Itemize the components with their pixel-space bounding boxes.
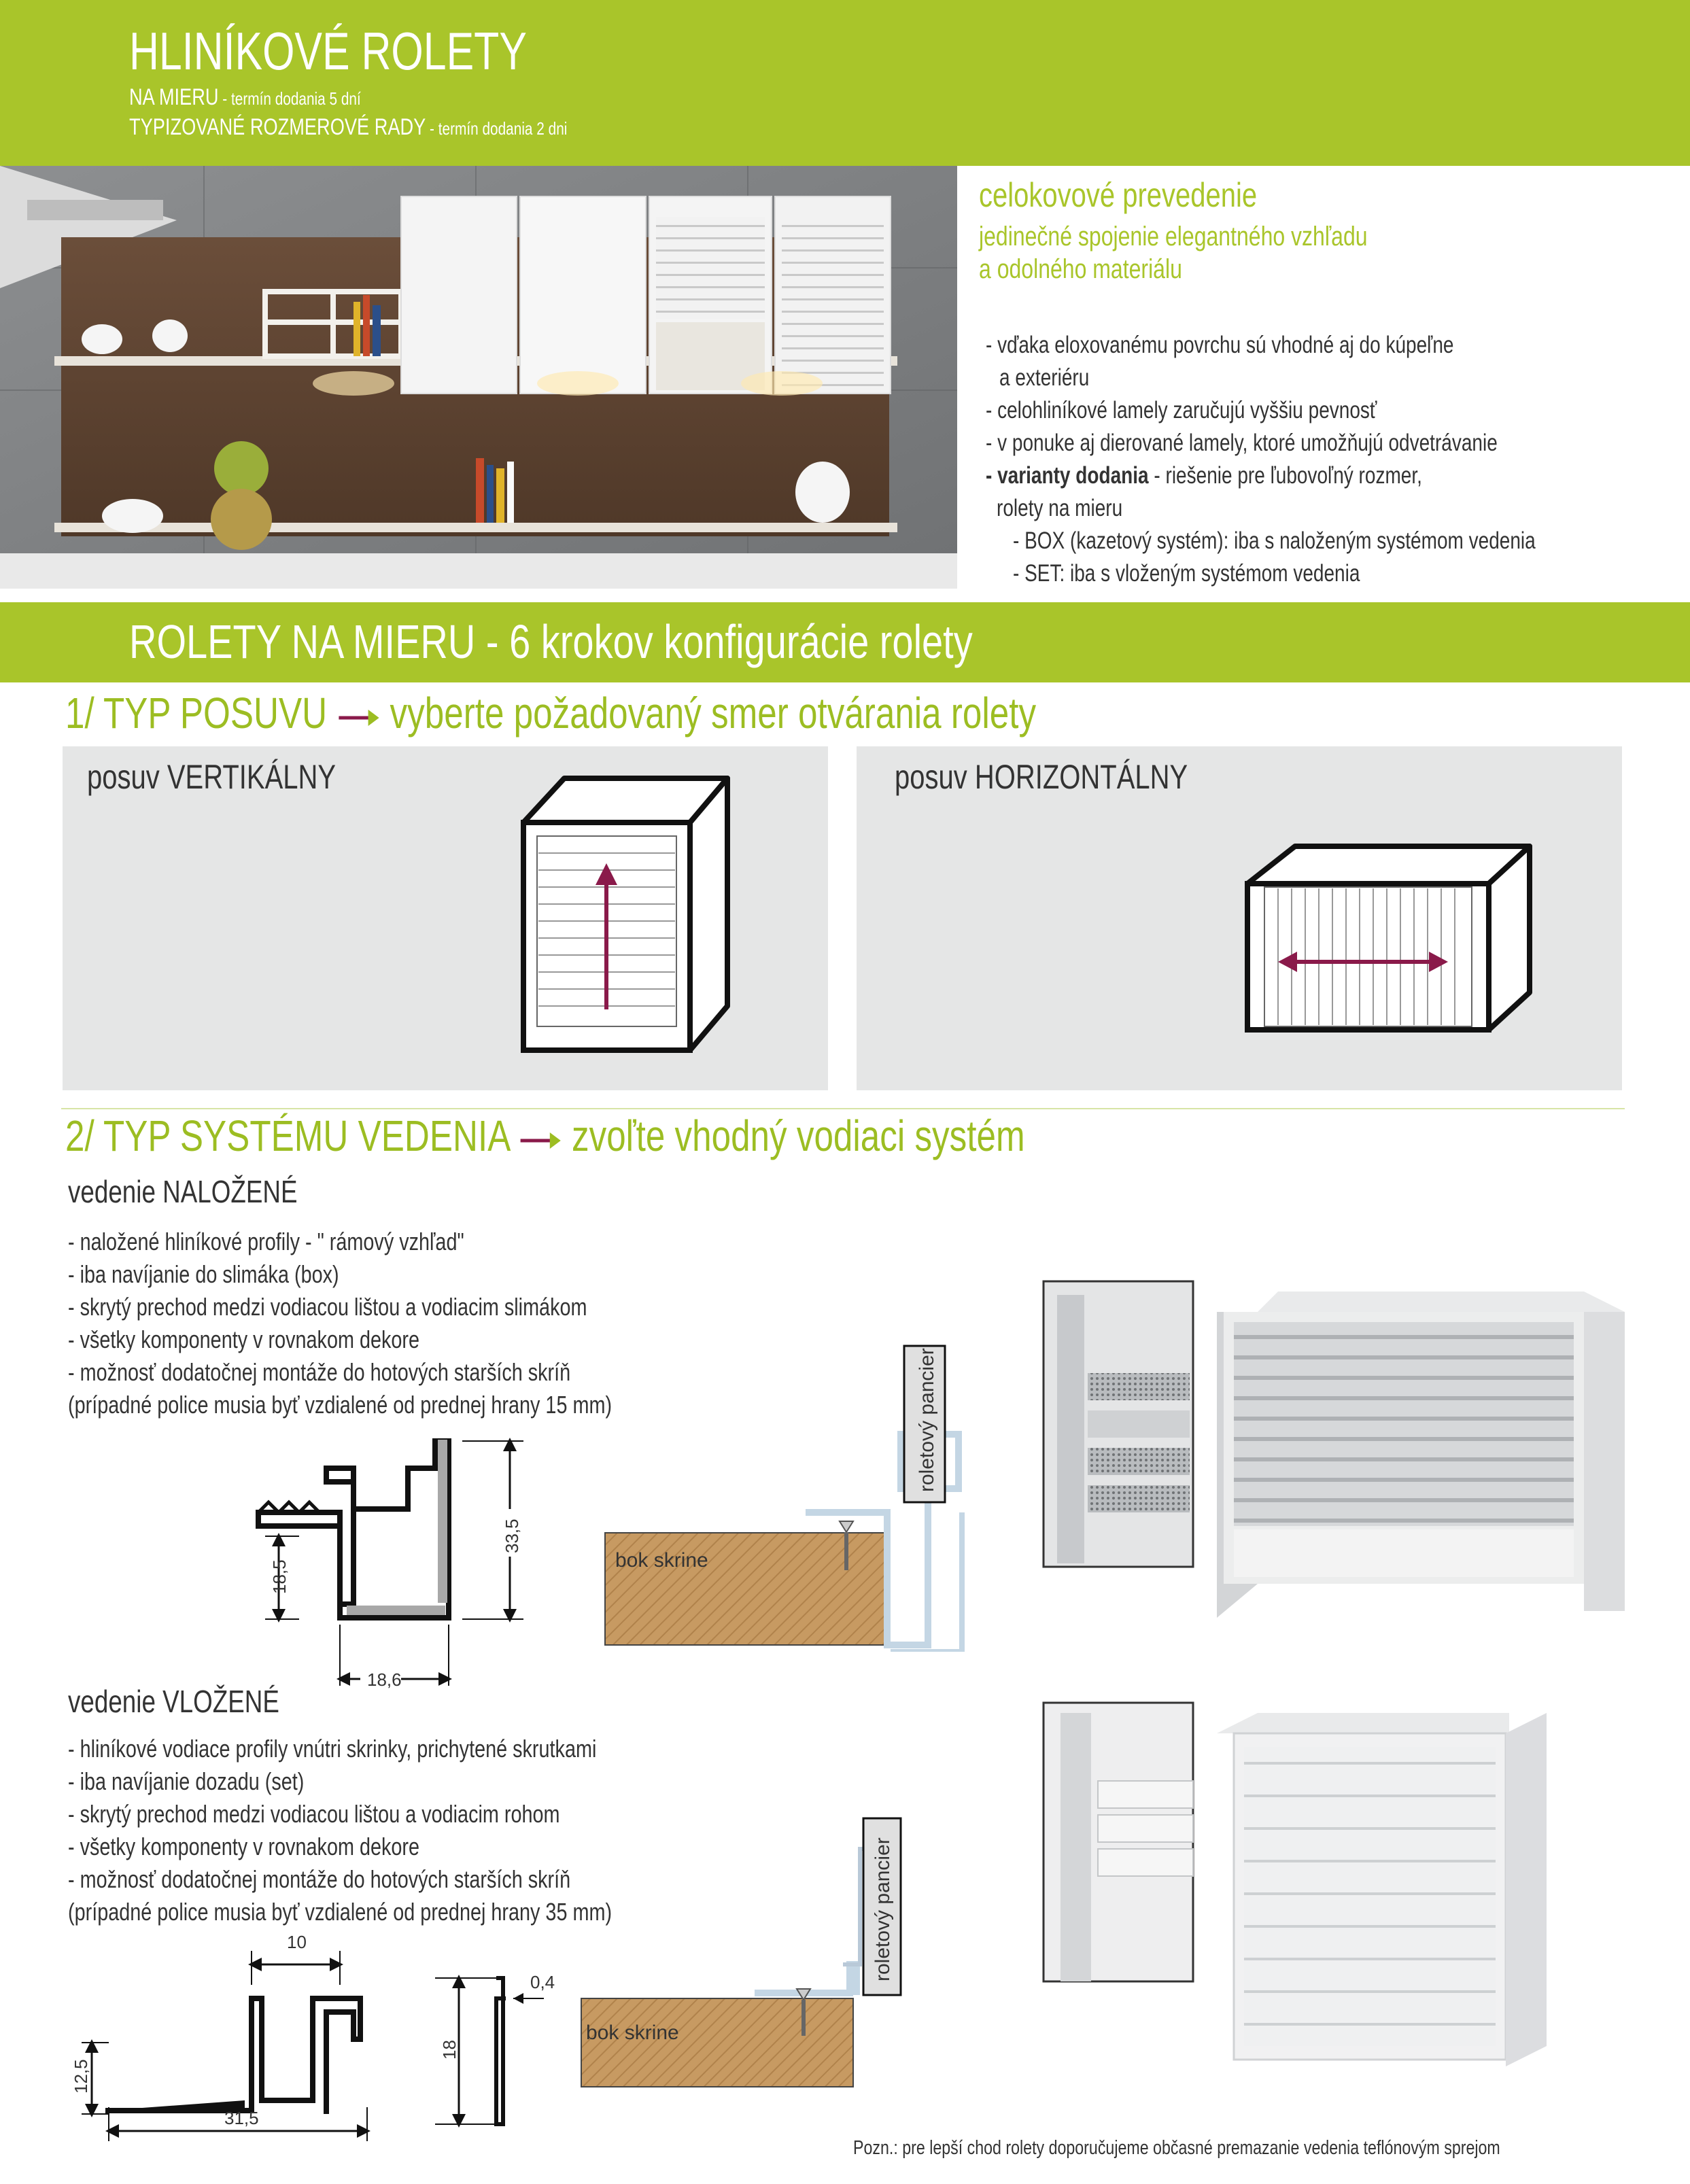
vlozene-item: - všetky komponenty v rovnakom dekore (68, 1833, 420, 1860)
footnote: Pozn.: pre lepší chod rolety doporučujeme občasné premazanie vedenia teflónovým sprejom (853, 2137, 1500, 2159)
nalozene-item: - všetky komponenty v rovnakom dekore (68, 1325, 420, 1353)
dim-top: 10 (287, 1932, 307, 1952)
panel-horizontal-label: posuv HORIZONTÁLNY (895, 758, 1188, 796)
intro-heading: celokovové prevedenie (979, 176, 1258, 214)
label-pancier-vlozene: roletový pancier (872, 1837, 894, 1981)
intro-subtitle-2: a odolného materiálu (979, 254, 1182, 284)
intro-bullet: a exteriéru (999, 364, 1090, 391)
intro-bullet: - BOX (kazetový systém): iba s naloženým systémom vedenia (1013, 527, 1536, 554)
nalozene-product-photo (1040, 1278, 1666, 1652)
kitchen-photo (0, 166, 957, 589)
vlozene-section-drawing (578, 1808, 959, 2094)
intro-bullet: - vďaka eloxovanému povrchu sú vhodné aj do kúpeľne (986, 332, 1454, 358)
vlozene-item: - iba navíjanie dozadu (set) (68, 1767, 305, 1795)
nalozene-profile-drawing (252, 1427, 557, 1706)
nalozene-item: - iba navíjanie do slimáka (box) (68, 1260, 339, 1288)
vertical-cabinet-illustration (503, 768, 734, 1060)
label-bok-skrine-vlozene: bok skrine (586, 2022, 679, 2044)
subtitle-standard: TYPIZOVANÉ ROZMEROVÉ RADY - termín dodania 2 dni (129, 114, 568, 140)
label-bok-skrine: bok skrine (615, 1549, 708, 1572)
dim-width: 18,6 (367, 1669, 402, 1690)
subtitle-custom: NA MIERU - termín dodania 5 dní (129, 84, 361, 110)
intro-bullet: - celohliníkové lamely zaručujú vyššiu pevnosť (986, 397, 1377, 423)
horizontal-cabinet-illustration (1237, 836, 1536, 1040)
arrow-icon (337, 703, 380, 730)
vlozene-thin-profile-drawing (421, 1958, 585, 2134)
dim-height-large: 33,5 (502, 1519, 522, 1553)
vlozene-item: - skrytý prechod medzi vodiacou lištou a vodiacim rohom (68, 1800, 560, 1828)
vlozene-title: vedenie VLOŽENÉ (68, 1684, 279, 1719)
nalozene-item: - skrytý prechod medzi vodiacou lištou a vodiacim slimákom (68, 1293, 587, 1321)
label-pancier: roletový pancier (916, 1348, 938, 1492)
intro-bullet: - v ponuke aj dierované lamely, ktoré umožňujú odvetrávanie (986, 430, 1498, 456)
panel-vertical-label: posuv VERTIKÁLNY (87, 758, 337, 796)
divider (61, 1108, 1625, 1109)
vlozene-profile-drawing (68, 1930, 421, 2148)
page-title: HLINÍKOVÉ ROLETY (129, 21, 527, 81)
vlozene-item: - možnosť dodatočnej montáže do hotových starších skríň (68, 1865, 571, 1893)
config-title: ROLETY NA MIERU - 6 krokov konfigurácie rolety (129, 615, 973, 668)
nalozene-section-drawing (602, 1332, 1023, 1652)
intro-variants: - varianty dodania - riešenie pre ľubovoľný rozmer, (986, 462, 1422, 489)
nalozene-item: - možnosť dodatočnej montáže do hotových starších skríň (68, 1358, 571, 1386)
nalozene-item: - naložené hliníkové profily - " rámový vzhľad" (68, 1228, 464, 1255)
dim-bottom: 31,5 (224, 2108, 259, 2128)
vlozene-product-photo (1040, 1699, 1666, 2080)
vlozene-item: - hliníkové vodiace profily vnútri skrinky, prichytené skrutkami (68, 1735, 597, 1763)
vlozene-item: (prípadné police musia byť vzdialené od prednej hrany 35 mm) (68, 1898, 613, 1926)
step1-heading: 1/ TYP POSUVU vyberte požadovaný smer otvárania rolety (65, 689, 1037, 738)
dim-left: 12,5 (71, 2059, 91, 2094)
dim-thin-height: 18 (439, 2040, 460, 2060)
intro-bullet: rolety na mieru (997, 495, 1123, 521)
dim-thin-thickness: 0,4 (530, 1972, 555, 1992)
nalozene-title: vedenie NALOŽENÉ (68, 1174, 298, 1209)
nalozene-item: (prípadné police musia byť vzdialené od prednej hrany 15 mm) (68, 1391, 613, 1419)
step2-heading: 2/ TYP SYSTÉMU VEDENIA zvoľte vhodný vodiaci systém (65, 1111, 1025, 1160)
arrow-icon (519, 1126, 562, 1153)
intro-subtitle-1: jedinečné spojenie elegantného vzhľadu (979, 222, 1368, 252)
intro-bullet: - SET: iba s vloženým systémom vedenia (1013, 560, 1360, 587)
dim-height-small: 18,5 (269, 1559, 290, 1594)
